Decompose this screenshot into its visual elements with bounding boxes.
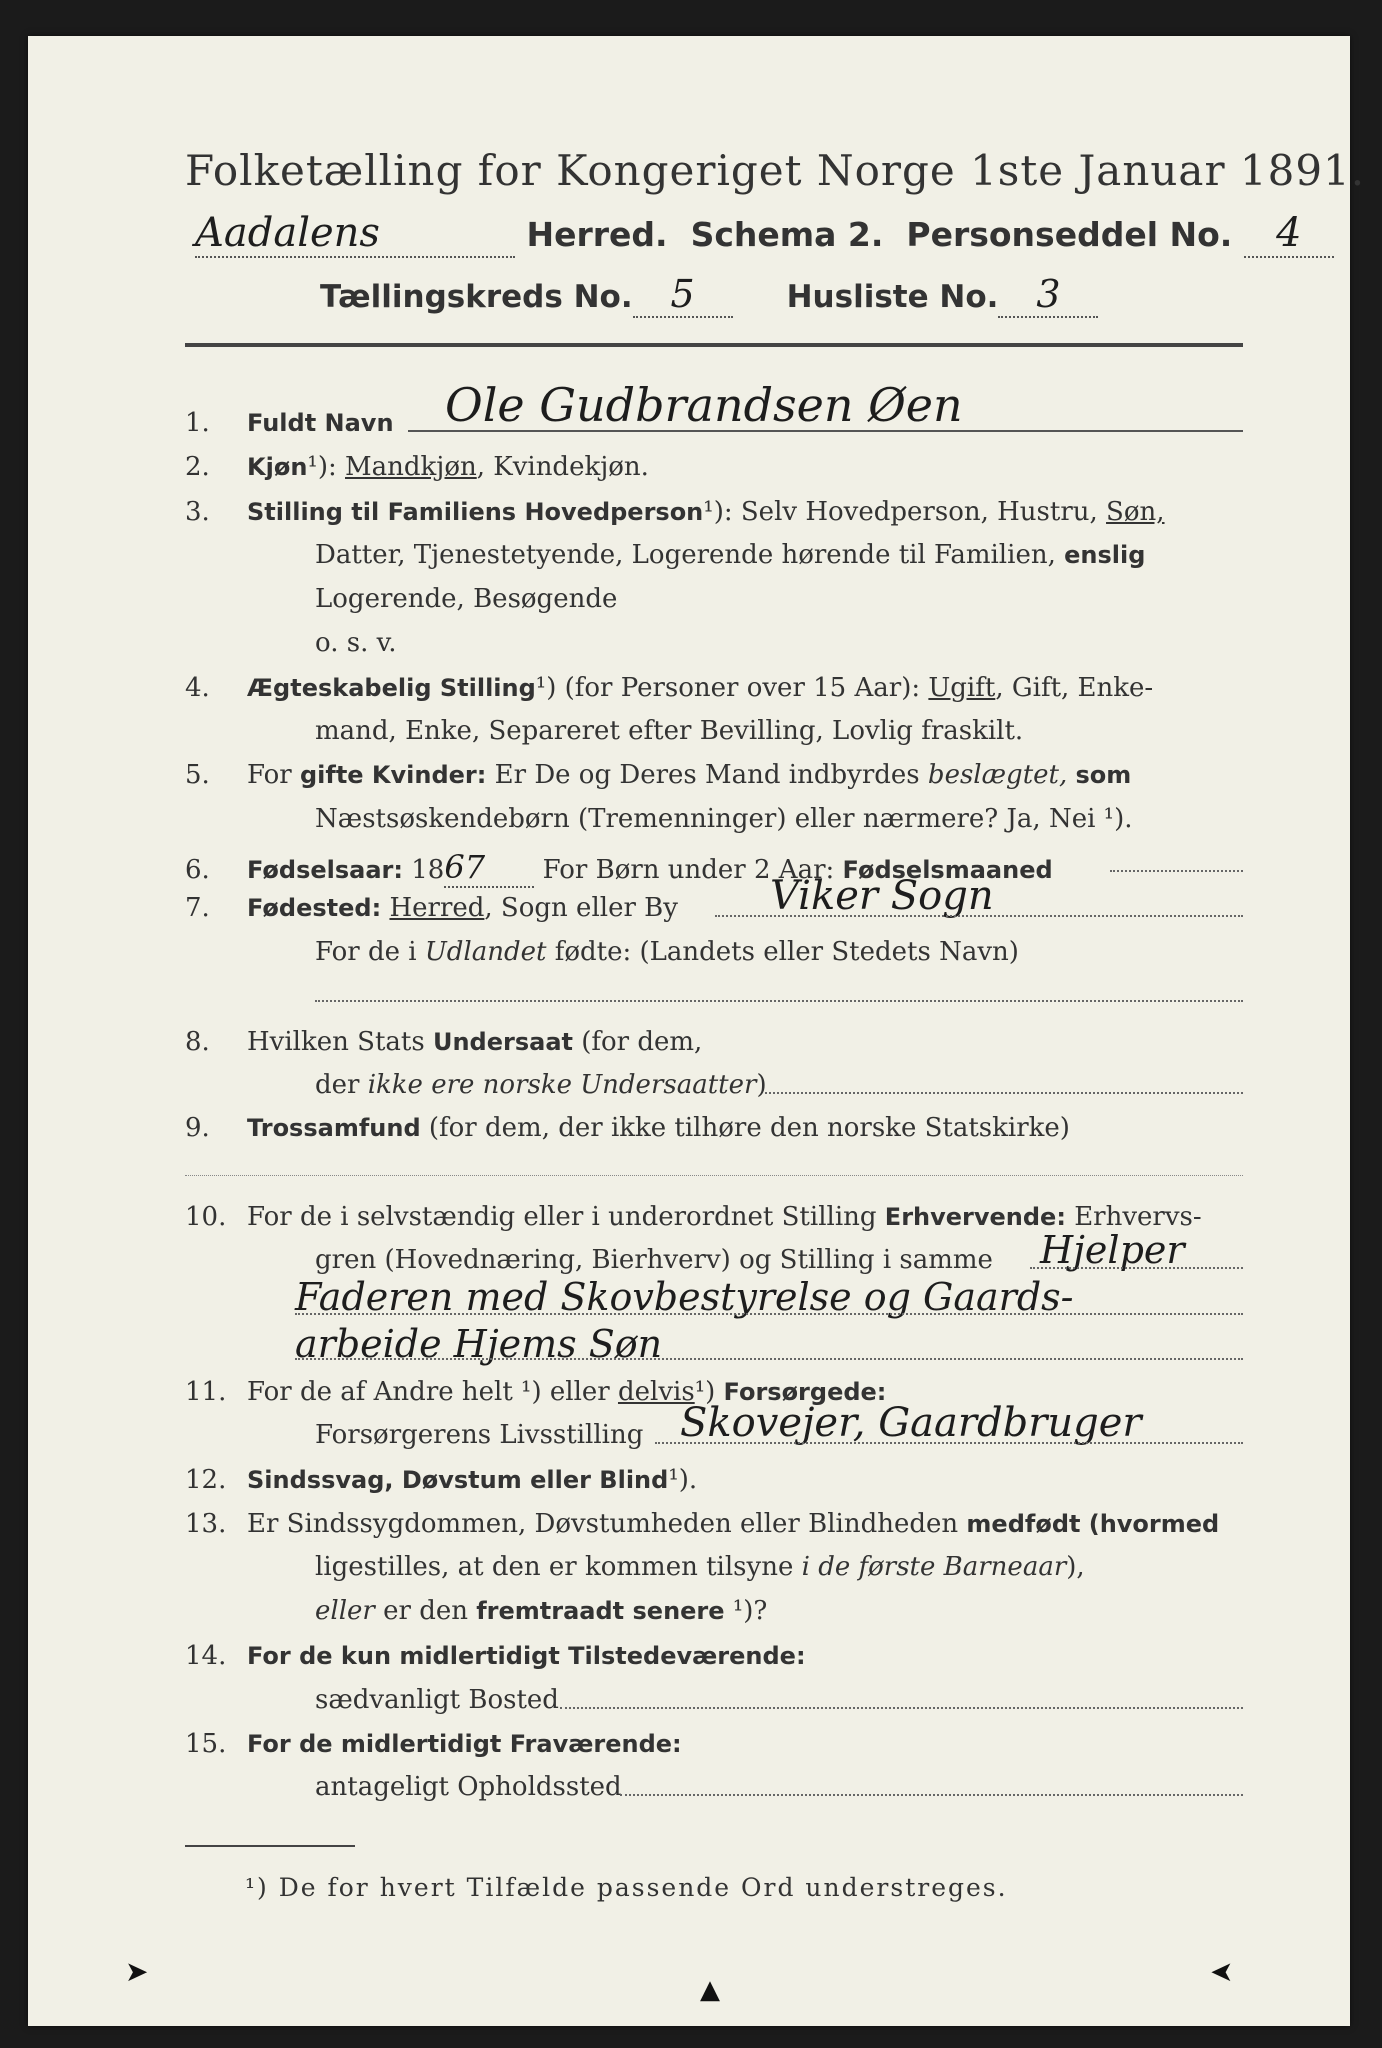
corner-mark-icon: ➤	[1210, 1955, 1234, 1988]
separator	[185, 1175, 1243, 1176]
item-8	[185, 1027, 702, 1057]
item-13-cont	[315, 1552, 1085, 1582]
kreds-value: 5	[633, 272, 733, 318]
selected-option: Mandkjøn	[345, 452, 477, 482]
footnote-ref: ¹)	[694, 1377, 716, 1407]
item-text: For de kun	[247, 1642, 392, 1670]
item-3-cont-2: Logerende, Besøgende	[315, 584, 618, 614]
item-label: Trossamfund	[247, 1114, 421, 1142]
item-text: For Børn under 2 Aar:	[542, 855, 835, 885]
item-label: gifte Kvinder:	[299, 761, 487, 789]
item-text: For	[247, 760, 292, 790]
item-13-cont-2	[315, 1596, 767, 1626]
item-number: 4.	[185, 673, 210, 703]
year-prefix: 18	[411, 855, 445, 885]
item-text: i de første Barneaar	[801, 1552, 1067, 1582]
item-3	[185, 497, 1165, 527]
item-number: 14.	[185, 1641, 227, 1671]
item-number: 2.	[185, 452, 210, 482]
item-text: Er De og Deres Mand indbyrdes	[494, 760, 920, 790]
item-3-cont-3: o. s. v.	[315, 628, 397, 658]
item-text: eller	[315, 1596, 375, 1626]
provider-line	[655, 1442, 1243, 1444]
personseddel-label: Personseddel No.	[906, 215, 1233, 254]
item-text: ligestilles, at den er kommen tilsyne	[315, 1552, 794, 1582]
item-text: ),	[1066, 1552, 1085, 1582]
item-label: Ægteskabelig Stilling	[247, 674, 536, 702]
personseddel-value: 4	[1244, 210, 1334, 258]
occupation-answer-1: Hjelper	[1040, 1228, 1185, 1272]
item-label: Fødselsmaaned	[842, 856, 1053, 884]
item-text: Erhvervs-	[1074, 1202, 1202, 1232]
item-label: Kjøn	[247, 453, 308, 481]
item-text: , Kvindekjøn.	[476, 452, 649, 482]
item-11-cont: Forsørgerens Livsstilling	[315, 1420, 644, 1450]
item-text: For de	[247, 1730, 333, 1758]
item-text: For de af Andre helt ¹) eller	[247, 1377, 610, 1407]
item-text: (for dem, der ikke tilhøre den norske Statskirke)	[428, 1113, 1070, 1143]
item-text: Hvilken Stats	[247, 1027, 425, 1057]
item-label: Fødested:	[247, 894, 382, 922]
item-number: 6.	[185, 855, 210, 885]
item-8-cont	[315, 1070, 767, 1100]
item-text: (hvormed	[1088, 1510, 1220, 1538]
residence-line	[560, 1707, 1243, 1709]
provider-occupation-answer: Skovejer, Gaardbruger	[680, 1400, 1142, 1446]
selected-option: delvis	[617, 1377, 695, 1407]
item-number: 1.	[185, 408, 210, 438]
item-text: er den	[383, 1596, 468, 1626]
occupation-answer-2: Faderen med Skovbestyrelse og Gaards-	[295, 1275, 1074, 1319]
husliste-label: Husliste No.	[786, 279, 999, 315]
item-3-cont	[315, 540, 1145, 570]
birth-month-line	[1110, 870, 1243, 872]
item-text: )	[756, 1070, 767, 1100]
item-text: som	[1075, 761, 1132, 789]
footnote-ref: ¹):	[703, 497, 733, 527]
item-13	[185, 1509, 1219, 1539]
item-4-cont: mand, Enke, Separeret efter Bevilling, Lovlig fraskilt.	[315, 716, 1024, 746]
footnote-ref: ¹)?	[732, 1596, 768, 1626]
occupation-line-3	[295, 1358, 1243, 1360]
footnote-rule	[185, 1845, 355, 1847]
item-2	[185, 452, 649, 482]
item-text: beslægtet,	[927, 760, 1068, 790]
item-text: der	[315, 1070, 360, 1100]
item-label: Fuldt Navn	[247, 409, 394, 437]
item-text: (for dem,	[581, 1027, 703, 1057]
kreds-row	[320, 272, 1098, 318]
item-number: 15.	[185, 1729, 227, 1759]
item-number: 3.	[185, 497, 210, 527]
footnote-ref: ¹):	[307, 452, 337, 482]
item-14-cont: sædvanligt Bosted	[315, 1685, 559, 1715]
kreds-label: Tællingskreds No.	[320, 279, 633, 315]
item-number: 5.	[185, 760, 210, 790]
footnote-ref: ¹)	[535, 673, 557, 703]
item-5-cont: Næstsøskendebørn (Tremenninger) eller nærmere? Ja, Nei ¹).	[315, 804, 1133, 834]
item-number: 11.	[185, 1377, 227, 1407]
item-1	[185, 408, 394, 438]
item-number: 7.	[185, 893, 210, 923]
item-7-cont	[315, 937, 1019, 967]
item-9	[185, 1113, 1070, 1143]
schema-label: Schema 2.	[690, 215, 884, 254]
corner-mark-icon: ➤	[125, 1955, 149, 1988]
corner-mark-icon: ▲	[700, 1975, 720, 2005]
item-14	[185, 1641, 806, 1671]
item-text: For de i selvstændig eller i underordnet Stilling	[247, 1202, 877, 1232]
occupation-line-1	[1030, 1267, 1243, 1269]
item-15	[185, 1729, 682, 1759]
item-7	[185, 893, 678, 923]
item-number: 10.	[185, 1202, 227, 1232]
item-text: fødte: (Landets eller Stedets Navn)	[554, 937, 1019, 967]
item-text: , Gift, Enke-	[995, 673, 1154, 703]
footnote: ¹) De for hvert Tilfælde passende Ord understreges.	[245, 1873, 1008, 1902]
item-label: midlertidigt Tilstedeværende:	[399, 1642, 806, 1670]
item-text: Er Sindssygdommen, Døvstumheden eller Blindheden	[247, 1509, 959, 1539]
item-15-cont: antageligt Opholdssted	[315, 1772, 622, 1802]
form-title: Folketælling for Kongeriget Norge 1ste Januar 1891.	[185, 146, 1366, 195]
herred-value: Aadalens	[195, 210, 515, 258]
item-text: Udlandet	[424, 937, 547, 967]
item-number: 8.	[185, 1027, 210, 1057]
item-number: 13.	[185, 1509, 227, 1539]
birthplace-answer: Viker Sogn	[770, 873, 994, 919]
header-rule	[185, 343, 1243, 347]
footnote-ref: ¹).	[668, 1465, 698, 1495]
item-text: enslig	[1064, 541, 1146, 569]
item-label: Fødselsaar:	[247, 856, 403, 884]
item-number: 12.	[185, 1465, 227, 1495]
item-text: Datter, Tjenestetyende, Logerende hørende til Familien,	[315, 540, 1056, 570]
item-label: Stilling til Familiens Hovedperson	[247, 498, 704, 526]
item-5	[185, 760, 1131, 790]
foreign-birthplace-line	[315, 1000, 1243, 1002]
item-text: ikke ere norske Undersaatter	[367, 1070, 757, 1100]
item-10-cont: gren (Hovednæring, Bierhverv) og Stilling i samme	[315, 1245, 993, 1275]
husliste-value: 3	[998, 272, 1098, 318]
item-label: Sindssvag, Døvstum eller Blind	[247, 1466, 669, 1494]
herred-row	[195, 210, 1334, 258]
selected-option: Søn,	[1106, 497, 1165, 527]
item-text: (for Personer over 15 Aar):	[564, 673, 921, 703]
item-label: midlertidigt Fraværende:	[340, 1730, 682, 1758]
nationality-line	[765, 1092, 1243, 1094]
birth-year-value: 67	[444, 848, 534, 888]
item-label: Undersaat	[432, 1028, 573, 1056]
item-label: medfødt	[966, 1510, 1081, 1538]
abode-line	[620, 1794, 1243, 1796]
birthplace-line	[715, 915, 1243, 917]
item-text: For de i	[315, 937, 417, 967]
name-line	[408, 430, 1243, 432]
item-label: fremtraadt senere	[476, 1597, 725, 1625]
selected-option: Herred	[389, 893, 485, 923]
item-4	[185, 673, 1153, 703]
item-12	[185, 1465, 697, 1495]
herred-label: Herred.	[526, 215, 668, 254]
occupation-answer-3: arbeide Hjems Søn	[295, 1322, 663, 1366]
item-label: Erhvervende:	[884, 1203, 1066, 1231]
occupation-line-2	[295, 1313, 1243, 1315]
full-name-answer: Ole Gudbrandsen Øen	[445, 378, 963, 432]
item-number: 9.	[185, 1113, 210, 1143]
item-text: , Sogn eller By	[484, 893, 678, 923]
selected-option: Ugift	[928, 673, 996, 703]
item-label: Forsørgede:	[723, 1378, 887, 1406]
item-text: Selv Hovedperson, Hustru,	[740, 497, 1098, 527]
